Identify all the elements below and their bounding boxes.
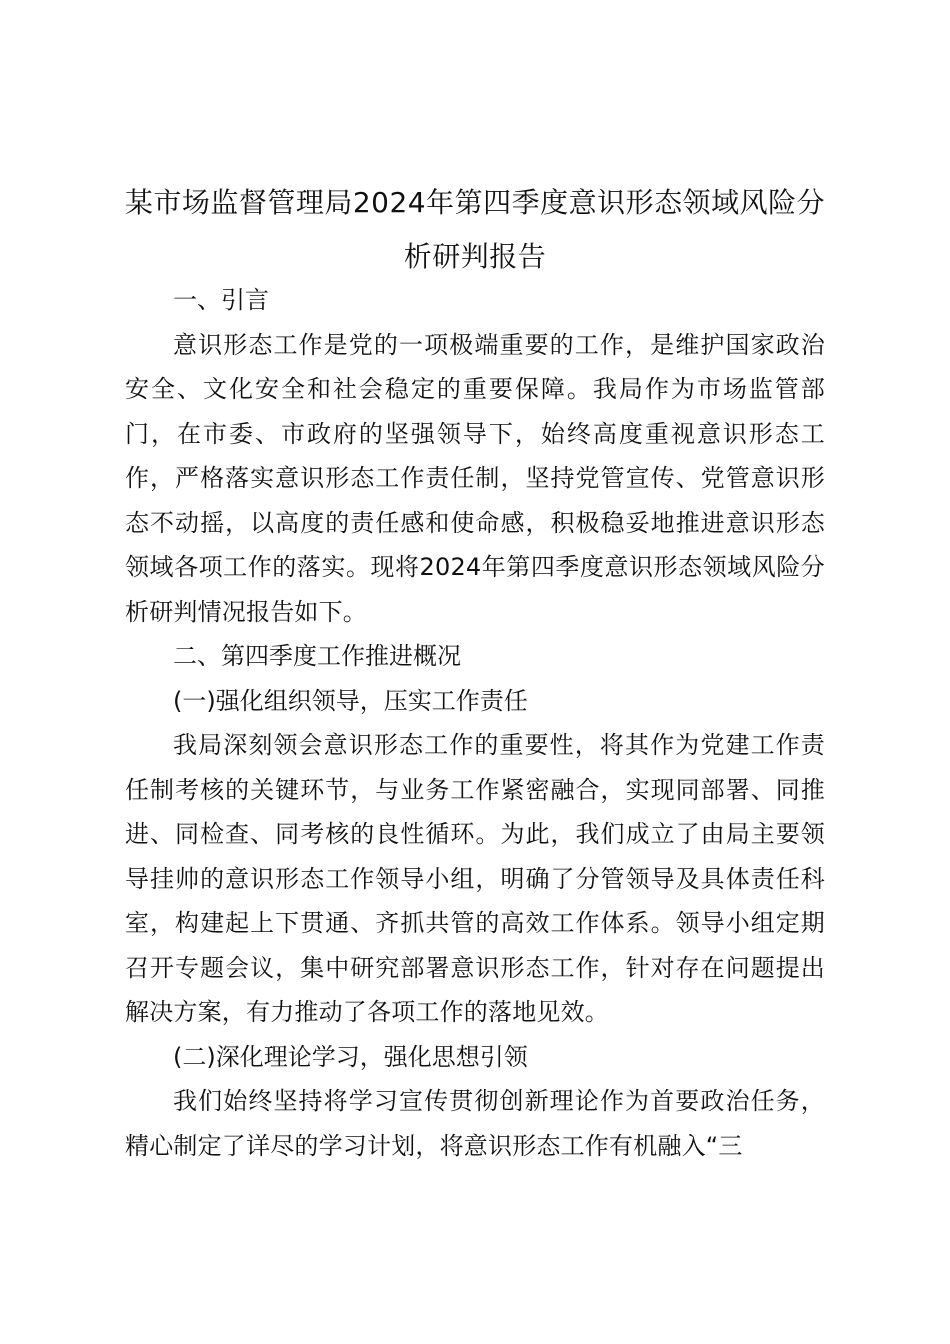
paragraph-organization: 我局深刻领会意识形态工作的重要性，将其作为党建工作责任制考核的关键环节，与业务工作紧密融合，实现同部署、同推进、同检查、同考核的良性循环。为此，我们成立了由局主要领导挂帅的意识形态工作领导小组，明确了分管领导及具体责任科室，构建起上下贯通、齐抓共管的高效工作体系。领导小组定期召开专题会议，集中研究部署意识形态工作，针对存在问题提出解决方案，有力推动了各项工作的落地见效。 — [125, 731, 825, 1026]
section-heading-introduction: 一、引言 — [173, 286, 269, 314]
document-body — [125, 278, 825, 1168]
subsection-heading-theory-study: (二)深化理论学习，强化思想引领 — [173, 1042, 528, 1071]
section-heading-overview: 二、第四季度工作推进概况 — [173, 642, 461, 670]
document-title: 某市场监督管理局2024年第四季度意识形态领域风险分析研判报告 — [124, 186, 826, 273]
paragraph-introduction: 意识形态工作是党的一项极端重要的工作，是维护国家政治安全、文化安全和社会稳定的重要保障。我局作为市场监管部门，在市委、市政府的坚强领导下，始终高度重视意识形态工作，严格落实意识形态工作责任制，坚持党管宣传、党管意识形态不动摇，以高度的责任感和使命感，积极稳妥地推进意识形态领域各项工作的落实。现将2024年第四季度意识形态领域风险分析研判情况报告如下。 — [125, 330, 825, 626]
subsection-heading-organization: (一)强化组织领导，压实工作责任 — [173, 686, 528, 715]
paragraph-theory-study: 我们始终坚持将学习宣传贯彻创新理论作为首要政治任务，精心制定了详尽的学习计划，将意识形态工作有机融入“三 — [125, 1087, 825, 1160]
